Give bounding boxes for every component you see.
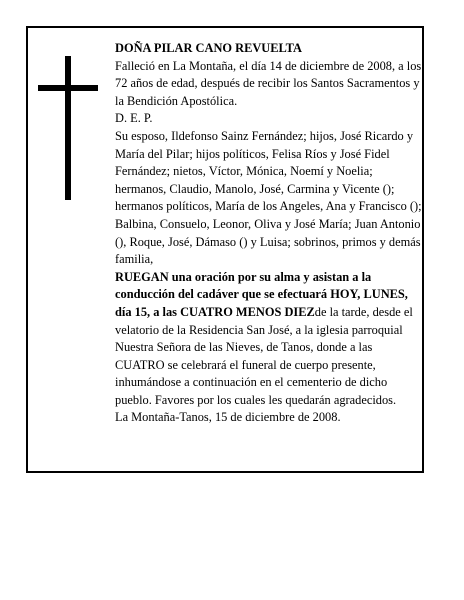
cross-vertical-bar [65,56,71,200]
cross-horizontal-bar [38,85,98,91]
funeral-request-bold: RUEGAN una oración por su alma y asistan a la conducción del cadáver que se efectuará HOY, LUNES, día 15, a las CUATRO MENOS DIEZ [115,269,408,319]
cross-icon [38,56,98,200]
funeral-request [115,269,422,410]
place-date: La Montaña-Tanos, 15 de diciembre de 2008. [115,410,341,425]
deceased-name: DOÑA PILAR CANO REVUELTA [115,41,302,55]
death-announcement: Falleció en La Montaña, el día 14 de diciembre de 2008, a los 72 años de edad, después de recibir los Santos Sacramentos y la Bendición Apostólica. [115,58,422,108]
funeral-request-rest: de la tarde, desde el velatorio de la Residencia San José, a la iglesia parroquial Nuestra Señora de las Nieves, de Tanos, donde a las CUATRO se celebrará el funeral de cuerpo presente, inhumándose a continuación en el cementerio de dicho pueblo. Favores por los cuales les quedarán agradecidos. [115,304,413,407]
family-list: Su esposo, Ildefonso Sainz Fernández; hijos, José Ricardo y María del Pilar; hijos políticos, Felisa Ríos y José Fidel Fernández; nietos, Víctor, Mónica, Noemí y Noelia; hermanos, Claudio, Manolo, José, Carmina y Vicente (); hermanos políticos, María de los Angeles, Ana y Francisco (); Balbina, Consuelo, Leonor, Oliva y José María; Juan Antonio (), Roque, José, Dámaso () y Luisa; sobrinos, primos y demás familia, [115,128,422,267]
dep-line: D. E. P. [115,111,153,126]
notice-text [115,40,422,427]
death-notice-frame [26,26,424,473]
